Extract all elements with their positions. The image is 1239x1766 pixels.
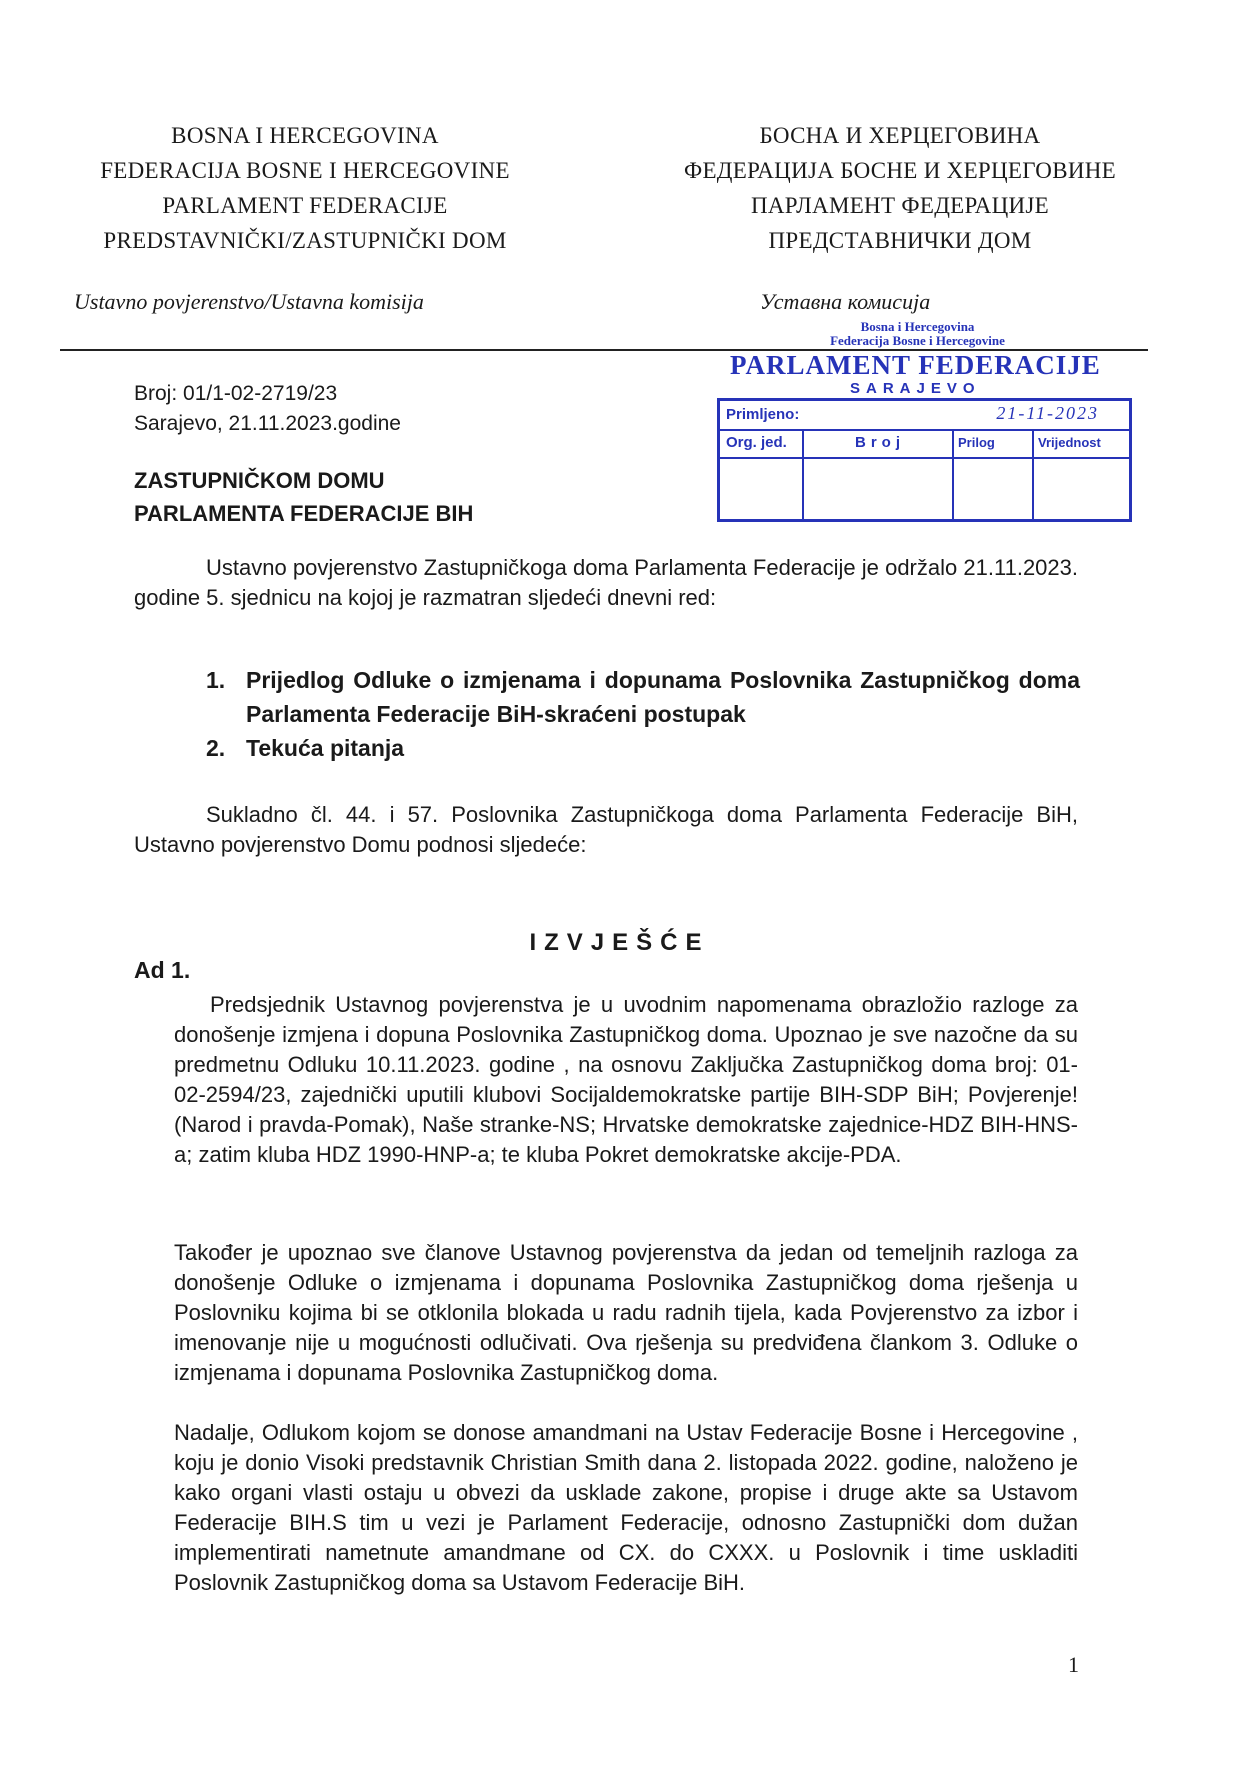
stamp-city: SARAJEVO — [850, 380, 981, 397]
header-left — [60, 118, 550, 258]
header-right-line: ПРЕДСТАВНИЧКИ ДОМ — [768, 228, 1032, 253]
received-stamp — [690, 320, 1145, 530]
agenda-item-number: 1. — [206, 667, 226, 693]
stamp-columns-row — [720, 429, 1129, 459]
stamp-box — [717, 398, 1132, 522]
agenda-list — [206, 663, 1080, 765]
basis-paragraph: Sukladno čl. 44. i 57. Poslovnika Zastupničkoga doma Parlamenta Federacije BiH, Ustavno povjerenstvo Domu podnosi sljedeće: — [134, 802, 1078, 857]
document-meta — [134, 379, 401, 439]
document-place-date: Sarajevo, 21.11.2023.godine — [134, 412, 401, 435]
stamp-line2: Federacija Bosne i Hercegovine — [830, 333, 1005, 348]
addressee-line: PARLAMENTA FEDERACIJE BIH — [134, 501, 474, 526]
header-right-line: БОСНА И ХЕРЦЕГОВИНА — [759, 123, 1041, 148]
agenda-item — [206, 663, 1080, 731]
stamp-institution: PARLAMENT FEDERACIJE — [730, 350, 1101, 380]
stamp-received-date: 21-11-2023 — [996, 403, 1099, 423]
header-left-line: PARLAMENT FEDERACIJE — [162, 193, 448, 218]
stamp-col-vrijednost: Vrijednost — [1038, 435, 1101, 450]
agenda-item-number: 2. — [206, 735, 226, 761]
header-right-line: ПАРЛАМЕНТ ФЕДЕРАЦИЈЕ — [750, 193, 1050, 218]
header-right — [640, 118, 1160, 258]
body-paragraph-3: Nadalje, Odlukom kojom se donose amandmani na Ustav Federacije Bosne i Hercegovine , koju je donio Visoki predstavnik Christian Smith dana 2. listopada 2022. godine, naloženo je kako organi vlasti ostaju u obvezi da usklade zakone, propise i druge akte sa Ustavom Federacije BIH.S tim u vezi je Parlament Federacije, odnosno Zastupnički dom dužan implementirati nametnute amandmane od CX. do CXXX. u Poslovnik i time uskladiti Poslovnik Zastupničkog doma sa Ustavom Federacije BiH. — [174, 1420, 1078, 1595]
ad-heading: Ad 1. — [134, 957, 191, 983]
stamp-col-prilog: Prilog — [958, 435, 995, 450]
agenda-item — [206, 731, 1080, 765]
stamp-divider — [1032, 429, 1034, 519]
addressee — [134, 464, 473, 530]
body-paragraph-2: Također je upoznao sve članove Ustavnog povjerenstva da jedan od temeljnih razloga za donošenje Odluke o izmjenama i dopunama Poslovnika Zastupničkog doma rješenja u Poslovniku kojima bi se otklonila blokada u radu radnih tijela, kada Povjerenstvo za izbor i imenovanje nije u mogućnosti odlučivati. Ova rješenja su predviđena člankom 3. Odluke o izmjenama i dopunama Poslovnika Zastupničkog doma. — [174, 1240, 1078, 1385]
stamp-line1: Bosna i Hercegovina — [860, 319, 975, 334]
agenda-item-text: Prijedlog Odluke o izmjenama i dopunama Poslovnika Zastupničkog doma Parlamenta Federacije BiH-skraćeni postupak — [246, 667, 1080, 727]
addressee-line: ZASTUPNIČKOM DOMU — [134, 468, 385, 493]
stamp-received-row — [720, 401, 1129, 431]
page-number: 1 — [1068, 1652, 1079, 1677]
header-left-line: PREDSTAVNIČKI/ZASTUPNIČKI DOM — [103, 228, 507, 253]
stamp-col-broj: Broj — [855, 434, 905, 451]
intro-paragraph: Ustavno povjerenstvo Zastupničkoga doma Parlamenta Federacije je održalo 21.11.2023. godine 5. sjednicu na kojoj je razmatran sljedeći dnevni red: — [134, 555, 1078, 610]
header-rule — [60, 349, 1148, 351]
report-title: IZVJEŠĆE — [529, 929, 710, 956]
header-right-line: ФЕДЕРАЦИЈА БОСНЕ И ХЕРЦЕГОВИНЕ — [683, 158, 1117, 183]
stamp-received-label: Primljeno: — [726, 406, 800, 423]
department-left: Ustavno povjerenstvo/Ustavna komisija — [74, 289, 424, 314]
header-left-line: FEDERACIJA BOSNE I HERCEGOVINE — [100, 158, 510, 183]
header-left-line: BOSNA I HERCEGOVINA — [171, 123, 439, 148]
stamp-divider — [952, 429, 954, 519]
body-paragraph-1: Predsjednik Ustavnog povjerenstva je u uvodnim napomenama obrazložio razloge za donošenje izmjena i dopuna Poslovnika Zastupničkog doma. Upoznao je sve nazočne da su predmetnu Odluku 10.11.2023. godine , na osnovu Zaključka Zastupničkog doma broj: 01-02-2594/23, zajednički uputili klubovi Socijaldemokratske partije BIH-SDP BiH; Povjerenje! (Narod i pravda-Pomak), Naše stranke-NS; Hrvatske demokratske zajednice-HDZ BIH-HNS-a; zatim kluba HDZ 1990-HNP-a; te kluba Pokret demokratske akcije-PDA. — [174, 992, 1078, 1167]
stamp-divider — [802, 429, 804, 519]
stamp-col-org: Org. jed. — [726, 434, 787, 451]
department-right: Уставна комисија — [760, 289, 931, 314]
agenda-item-text: Tekuća pitanja — [246, 735, 405, 761]
document-number: Broj: 01/1-02-2719/23 — [134, 382, 338, 405]
